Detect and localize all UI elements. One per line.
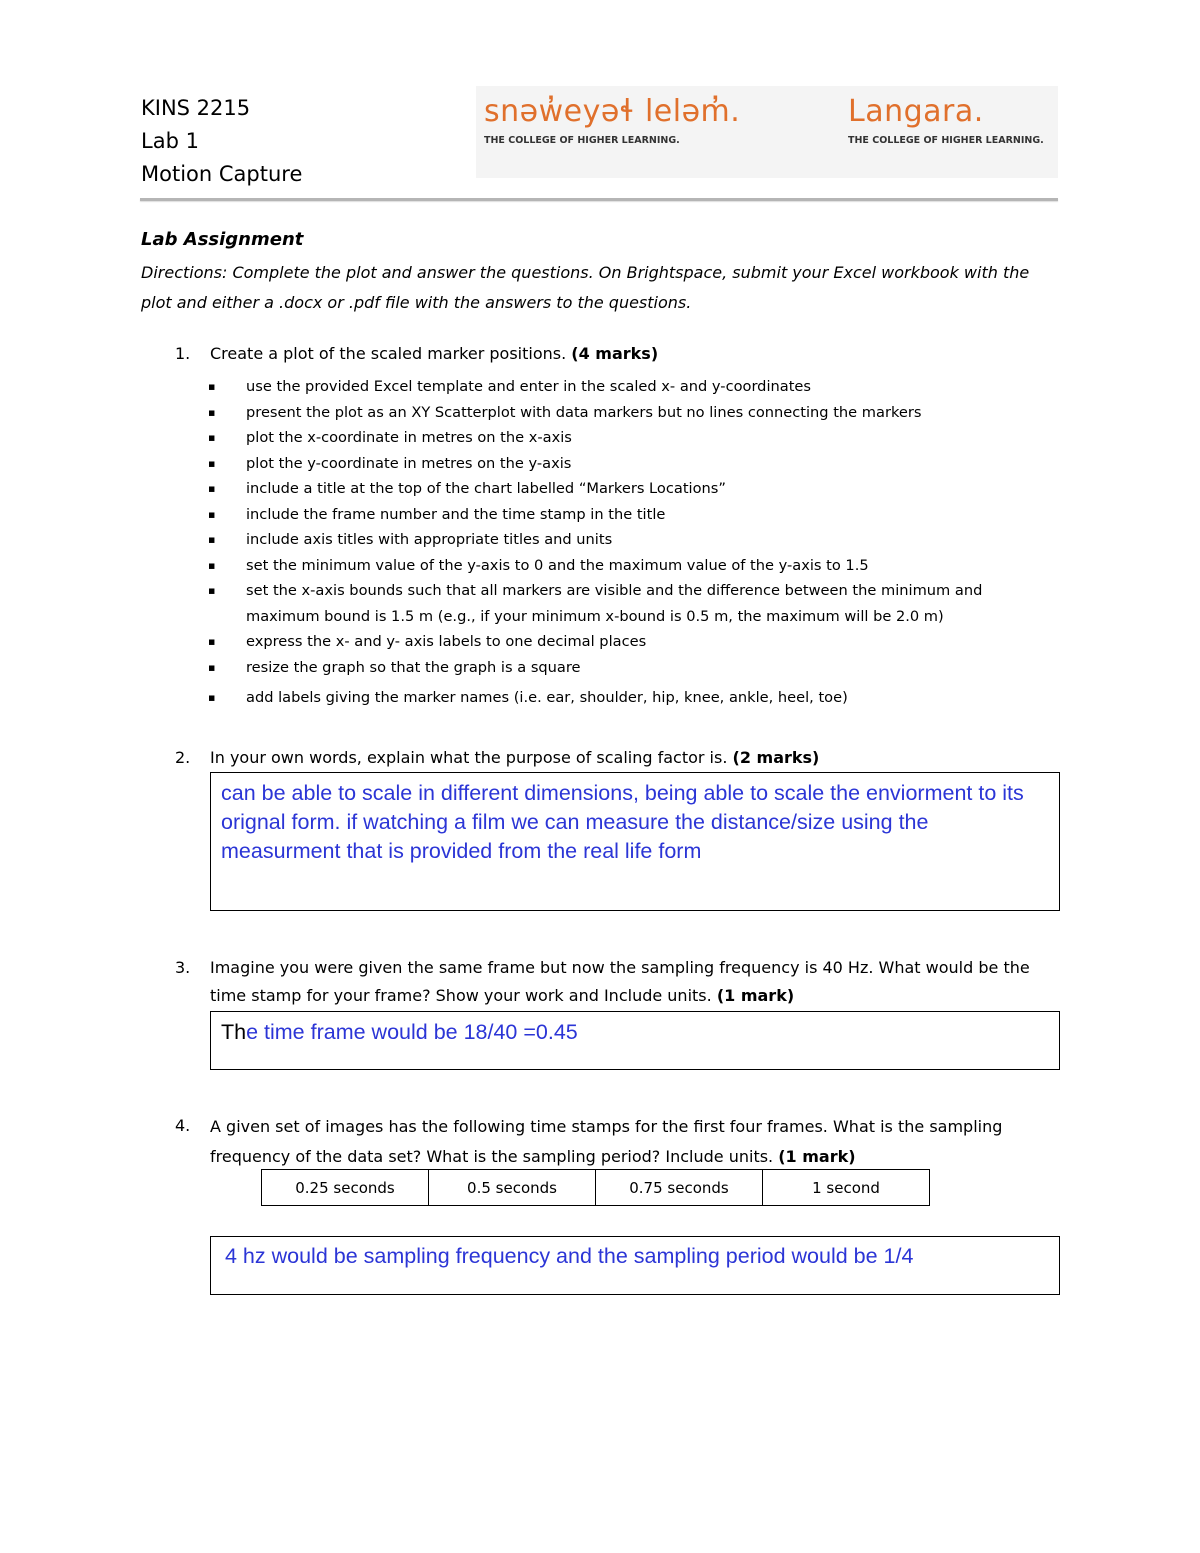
question-3-answer-box[interactable] xyxy=(210,1011,1060,1070)
question-3-text xyxy=(210,954,1060,1010)
langara-logo xyxy=(848,94,1044,146)
question-2-prompt: In your own words, explain what the purpose of scaling factor is. xyxy=(210,748,728,767)
langara-logo-name: Langara. xyxy=(848,94,984,129)
question-1-requirements-list xyxy=(208,374,1058,711)
list-item: ▪ use the provided Excel template and enter in the scaled x- and y-coordinates xyxy=(208,374,1058,400)
time-stamp-cell: 0.25 seconds xyxy=(262,1170,429,1206)
question-3-number: 3. xyxy=(175,958,191,977)
time-stamp-cell: 0.5 seconds xyxy=(429,1170,596,1206)
header-divider xyxy=(140,198,1058,201)
question-2-answer-box[interactable] xyxy=(210,772,1060,911)
directions-text: Directions: Complete the plot and answer the questions. On Brightspace, submit your Excel workbook with the plot and either a .docx or .pdf file with the answers to the questions. xyxy=(141,263,1030,312)
list-item: ▪ set the minimum value of the y-axis to 0 and the maximum value of the y-axis to 1.5 xyxy=(208,553,1058,579)
list-item: ▪ plot the x-coordinate in metres on the x-axis xyxy=(208,425,1058,451)
list-item: ▪ present the plot as an XY Scatterplot with data markers but no lines connecting the markers xyxy=(208,400,1058,426)
time-stamp-cell: 1 second xyxy=(763,1170,930,1206)
list-item: ▪ include axis titles with appropriate titles and units xyxy=(208,527,1058,553)
list-item: ▪ include the frame number and the time stamp in the title xyxy=(208,502,1058,528)
course-code: KINS 2215 xyxy=(141,96,251,120)
question-3-answer-prefix: Th xyxy=(221,1020,247,1044)
table-row xyxy=(262,1170,930,1206)
question-1-number: 1. xyxy=(175,344,191,363)
indigenous-logo-name: snəw̓eyəɬ leləm̓. xyxy=(484,94,741,129)
question-4-answer-box[interactable] xyxy=(210,1236,1060,1295)
indigenous-logo-tagline: THE COLLEGE OF HIGHER LEARNING. xyxy=(484,135,680,146)
question-2-marks: (2 marks) xyxy=(732,748,820,767)
question-4-text xyxy=(210,1112,1060,1172)
list-item: ▪ include a title at the top of the chart labelled “Markers Locations” xyxy=(208,476,1058,502)
list-item: ▪ plot the y-coordinate in metres on the y-axis xyxy=(208,451,1058,477)
question-4-prompt: A given set of images has the following time stamps for the first four frames. What is the sampling frequency of the data set? What is the sampling period? Include units. xyxy=(210,1117,1003,1166)
question-4-marks: (1 mark) xyxy=(778,1147,856,1166)
question-2-answer: can be able to scale in different dimensions, being able to scale the enviorment to its orignal form. if watching a film we can measure the distance/size using the measurment that is provided from the real life form xyxy=(221,781,1024,863)
indigenous-name-logo xyxy=(484,94,740,146)
time-stamps-table xyxy=(261,1169,930,1206)
list-item: ▪ express the x- and y- axis labels to one decimal places xyxy=(208,629,1058,655)
question-3-prompt: Imagine you were given the same frame but now the sampling frequency is 40 Hz. What would be the time stamp for your frame? Show your work and Include units. xyxy=(210,958,1030,1005)
question-3-answer-rest: e time frame would be 18/40 =0.45 xyxy=(246,1020,578,1044)
course-heading xyxy=(141,92,302,191)
question-1-marks: (4 marks) xyxy=(571,344,659,363)
question-4-number: 4. xyxy=(175,1116,191,1135)
lab-number: Lab 1 xyxy=(141,129,199,153)
question-2-number: 2. xyxy=(175,748,191,767)
langara-logo-tagline: THE COLLEGE OF HIGHER LEARNING. xyxy=(848,135,1044,146)
list-item: ▪ resize the graph so that the graph is a square xyxy=(208,655,1058,681)
college-logo-banner xyxy=(476,86,1058,178)
lab-assignment-title: Lab Assignment xyxy=(141,229,304,250)
question-2-text xyxy=(210,744,1060,772)
time-stamp-cell: 0.75 seconds xyxy=(596,1170,763,1206)
question-1-prompt: Create a plot of the scaled marker positions. xyxy=(210,344,567,363)
question-1-text xyxy=(210,340,1060,368)
list-item: ▪ add labels giving the marker names (i.e. ear, shoulder, hip, knee, ankle, heel, toe) xyxy=(208,685,1058,711)
question-3-marks: (1 mark) xyxy=(716,986,795,1005)
question-3-answer xyxy=(221,1018,578,1047)
lab-name: Motion Capture xyxy=(141,162,303,186)
list-item: ▪ set the x-axis bounds such that all markers are visible and the difference between the minimum and maximum bound is 1.5 m (e.g., if your minimum x-bound is 0.5 m, the maximum will be 2.0 m) xyxy=(208,578,1058,629)
question-4-answer: 4 hz would be sampling frequency and the sampling period would be 1/4 xyxy=(225,1244,914,1268)
